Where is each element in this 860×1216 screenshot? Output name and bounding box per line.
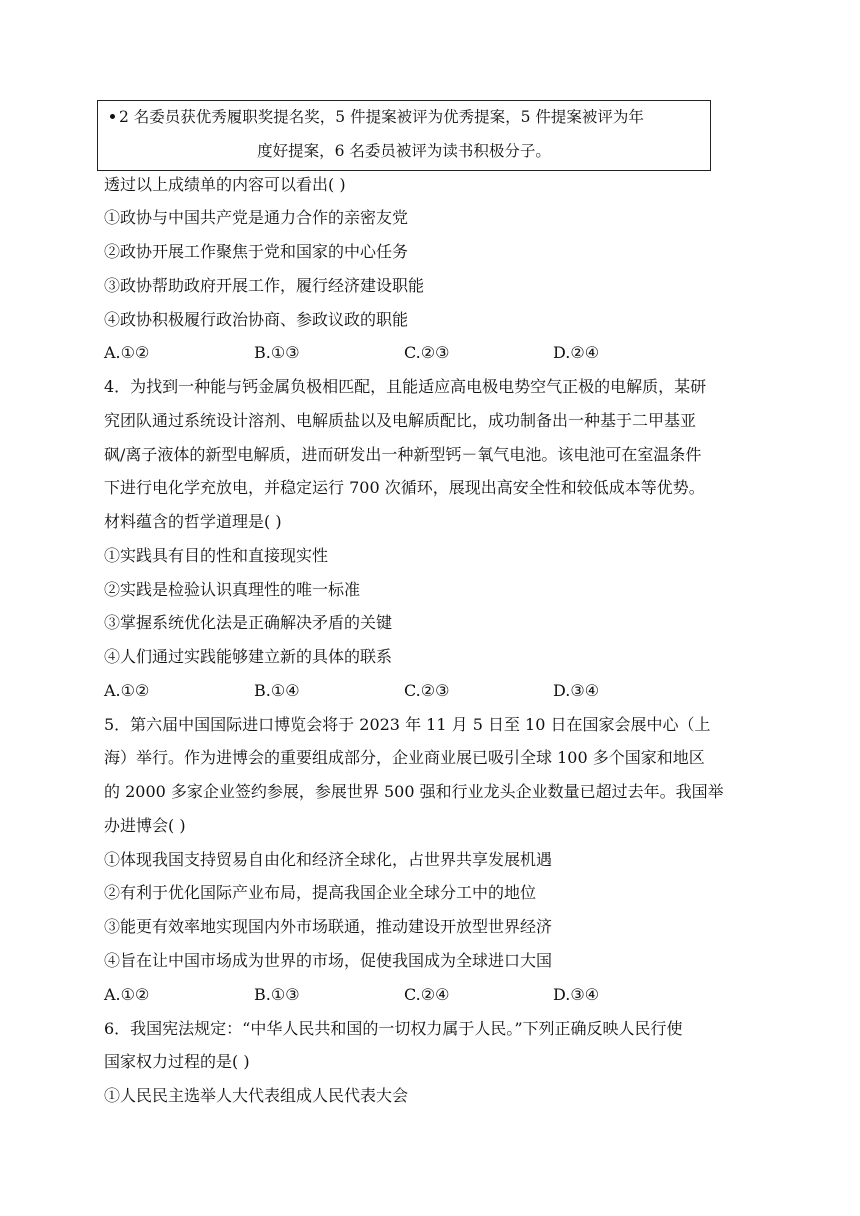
q3-statement-3: ③政协帮助政府开展工作，履行经济建设职能 (104, 276, 425, 295)
q4-option-d: D.③④ (553, 681, 600, 700)
bullet-dot-icon (110, 114, 115, 119)
q3-options (104, 342, 724, 364)
q4-stem-line-1: 4．为找到一种能与钙金属负极相匹配，且能适应高电极电势空气正极的电解质，某研 (104, 377, 707, 396)
q4-stem-line-2: 究团队通过系统设计溶剂、电解质盐以及电解质配比，成功制备出一种基于二甲基亚 (104, 411, 697, 430)
q4-stem-line-5: 材料蕴含的哲学道理是( ) (104, 512, 282, 531)
q3-option-d: D.②④ (553, 343, 600, 362)
q4-stem-line-3: 砜/离子液体的新型电解质，进而研发出一种新型钙－氧气电池。该电池可在室温条件 (104, 445, 702, 464)
q5-option-d: D.③④ (553, 985, 600, 1004)
q5-options (104, 984, 724, 1006)
q3-statement-4: ④政协积极履行政治协商、参政议政的职能 (104, 310, 409, 329)
q5-stem-line-3: 的 2000 多家企业签约参展，参展世界 500 强和行业龙头企业数量已超过去年。我国举 (104, 782, 724, 801)
q3-option-c: C.②③ (404, 343, 450, 362)
q5-option-b: B.①③ (254, 985, 300, 1004)
achievement-box (97, 100, 711, 171)
q4-option-c: C.②③ (404, 681, 450, 700)
q5-option-a: A.①② (104, 985, 150, 1004)
q4-statement-3: ③掌握系统优化法是正确解决矛盾的关键 (104, 613, 393, 632)
q6-stem-line-2: 国家权力过程的是( ) (104, 1052, 250, 1071)
q4-statement-2: ②实践是检验认识真理性的唯一标准 (104, 580, 361, 599)
q3-statement-2: ②政协开展工作聚焦于党和国家的中心任务 (104, 242, 409, 261)
q5-stem-line-4: 办进博会( ) (104, 816, 186, 835)
q3-stem: 透过以上成绩单的内容可以看出( ) (104, 175, 346, 194)
q5-statement-3: ③能更有效率地实现国内外市场联通，推动建设开放型世界经济 (104, 917, 553, 936)
q4-options (104, 680, 724, 702)
q5-statement-1: ①体现我国支持贸易自由化和经济全球化，占世界共享发展机遇 (104, 850, 553, 869)
q5-stem-line-2: 海）举行。作为进博会的重要组成部分，企业商业展已吸引全球 100 多个国家和地区 (104, 748, 705, 767)
q6-statement-1: ①人民民主选举人大代表组成人民代表大会 (104, 1086, 409, 1105)
q3-option-b: B.①③ (254, 343, 300, 362)
q4-stem-line-4: 下进行电化学充放电，并稳定运行 700 次循环，展现出高安全性和较低成本等优势。 (104, 478, 705, 497)
q5-statement-2: ②有利于优化国际产业布局，提高我国企业全球分工中的地位 (104, 883, 537, 902)
q5-statement-4: ④旨在让中国市场成为世界的市场，促使我国成为全球进口大国 (104, 951, 553, 970)
box-line-1: 2 名委员获优秀履职奖提名奖，5 件提案被评为优秀提案，5 件提案被评为年 (110, 100, 644, 134)
q5-option-c: C.②④ (404, 985, 450, 1004)
q5-stem-line-1: 5．第六届中国国际进口博览会将于 2023 年 11 月 5 日至 10 日在国家会展中心（上 (104, 715, 711, 734)
q4-option-b: B.①④ (254, 681, 300, 700)
q3-statement-1: ①政协与中国共产党是通力合作的亲密友党 (104, 208, 409, 227)
q4-statement-1: ①实践具有目的性和直接现实性 (104, 546, 329, 565)
q3-option-a: A.①② (104, 343, 150, 362)
q4-option-a: A.①② (104, 681, 150, 700)
q6-stem-line-1: 6．我国宪法规定：“中华人民共和国的一切权力属于人民。”下列正确反映人民行使 (104, 1019, 683, 1038)
q4-statement-4: ④人们通过实践能够建立新的具体的联系 (104, 647, 393, 666)
box-line-2: 度好提案，6 名委员被评为读书积极分子。 (257, 142, 551, 160)
